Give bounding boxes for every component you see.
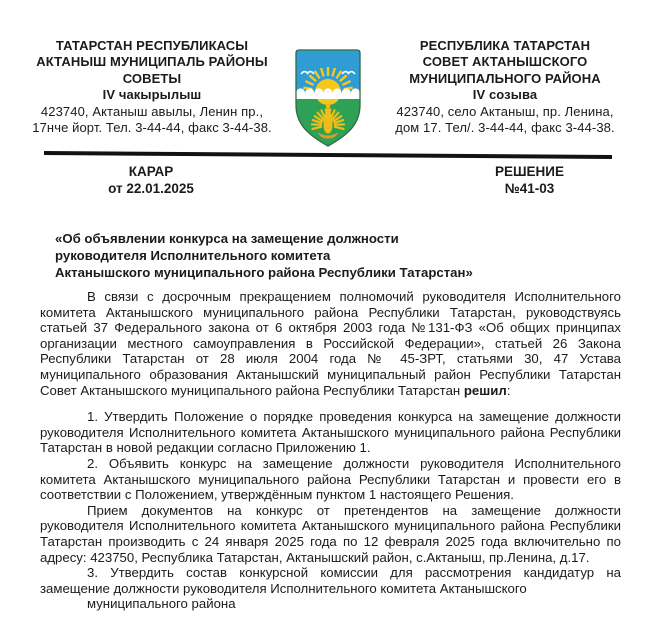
address-russian-line2: дом 17. Тел/. 3-44-44, факс 3-44-38. (395, 120, 615, 136)
org-name-russian-line2: СОВЕТ АКТАНЫШСКОГО (422, 54, 588, 70)
document-title-line3: Актанышского муниципального района Республики Татарстан» (55, 265, 473, 280)
document-title-line2: руководителя Исполнительного комитета (55, 248, 331, 263)
convocation-russian: IV созыва (472, 87, 538, 103)
resolved-word: решил (463, 382, 507, 398)
paragraph-documents-intake: Прием документов на конкурс от претендентов на замещение должности руководителя Исполнительного комитета Актанышского муниципального района Республики Татарстан производить с 24 января 2025 года по 12 февраля 2025 года включительно по адресу: 423750, Республика Татарстан, Актанышский район, с.Актаныш, пр.Ленина, д.17. (40, 502, 621, 565)
paragraph-item-1: 1. Утвердить Положение о порядке проведения конкурса на замещение должности руководителя Исполнительного комитета Актанышского муниципального района Республики Татарстан в новой редакции согласно Приложению 1. (40, 409, 621, 456)
document-title (55, 230, 620, 281)
document-body (40, 289, 621, 612)
document-title-line1: «Об объявлении конкурса на замещение должности (55, 231, 399, 246)
letterhead-russian (368, 38, 642, 136)
decree-number: №41-03 (504, 180, 555, 196)
letterhead-tatar (14, 38, 290, 136)
preamble-text: В связи с досрочным прекращением полномочий руководителя Исполнительного комитета Актанышского муниципального района Республики Татарстан, руководствуясь статьей 37 Федерального закона от 6 октября 2003 года №131-ФЗ «Об общих принципах организации местного самоуправления в Российской Федерации», статьей 26 Закона Республики Татарстан от 28 июля 2004 года № 45-ЗРТ, статьями 30, 47 Устава муниципального образования Актанышский муниципальный район Республики Татарстан Совет Актанышского муниципального района Республики Татарстан (40, 289, 621, 398)
preamble-colon: : (506, 382, 511, 398)
paragraph-preamble (40, 289, 621, 398)
decree-meta-tatar (66, 164, 236, 197)
paragraph-item-2: 2. Объявить конкурс на замещение должности руководителя Исполнительного комитета Актанышского муниципального района Республики Татарстан и провести его в соответствии с Положением, утверждённым пунктом 1 настоящего Решения. (40, 455, 621, 503)
org-name-tatar-line3: СОВЕТЫ (122, 70, 182, 86)
decree-date: от 22.01.2025 (108, 180, 194, 196)
coat-of-arms-icon (291, 47, 365, 152)
address-tatar-line1: 423740, Актаныш авылы, Ленин пр., (40, 103, 264, 119)
paragraph-item-3: 3. Утвердить состав конкурсной комиссии для рассмотрения кандидатур на замещение должности руководителя Исполнительного комитета Актанышского (40, 565, 621, 596)
org-name-tatar-line1: ТАТАРСТАН РЕСПУБЛИКАСЫ (55, 38, 249, 53)
address-tatar-line2: 17нче йорт. Тел. 3-44-44, факс 3-44-38. (32, 120, 272, 136)
decree-word-russian: РЕШЕНИЕ (494, 164, 565, 179)
decree-word-tatar: КАРАР (128, 164, 174, 179)
bird-head-icon (326, 104, 330, 108)
address-russian-line1: 423740, село Актаныш, пр. Ленина, (396, 103, 614, 119)
decree-meta-russian (452, 164, 607, 197)
convocation-tatar: IV чакырылыш (102, 87, 202, 103)
divider-rule (44, 151, 612, 159)
org-name-russian-line3: МУНИЦИПАЛЬНОГО РАЙОНА (409, 70, 601, 86)
paragraph-item-3-clipped: муниципального района (87, 596, 236, 612)
org-name-tatar-line2: АКТАНЫШ МУНИЦИПАЛЬ РАЙОНЫ (36, 54, 268, 70)
org-name-russian-line1: РЕСПУБЛИКА ТАТАРСТАН (419, 38, 591, 53)
